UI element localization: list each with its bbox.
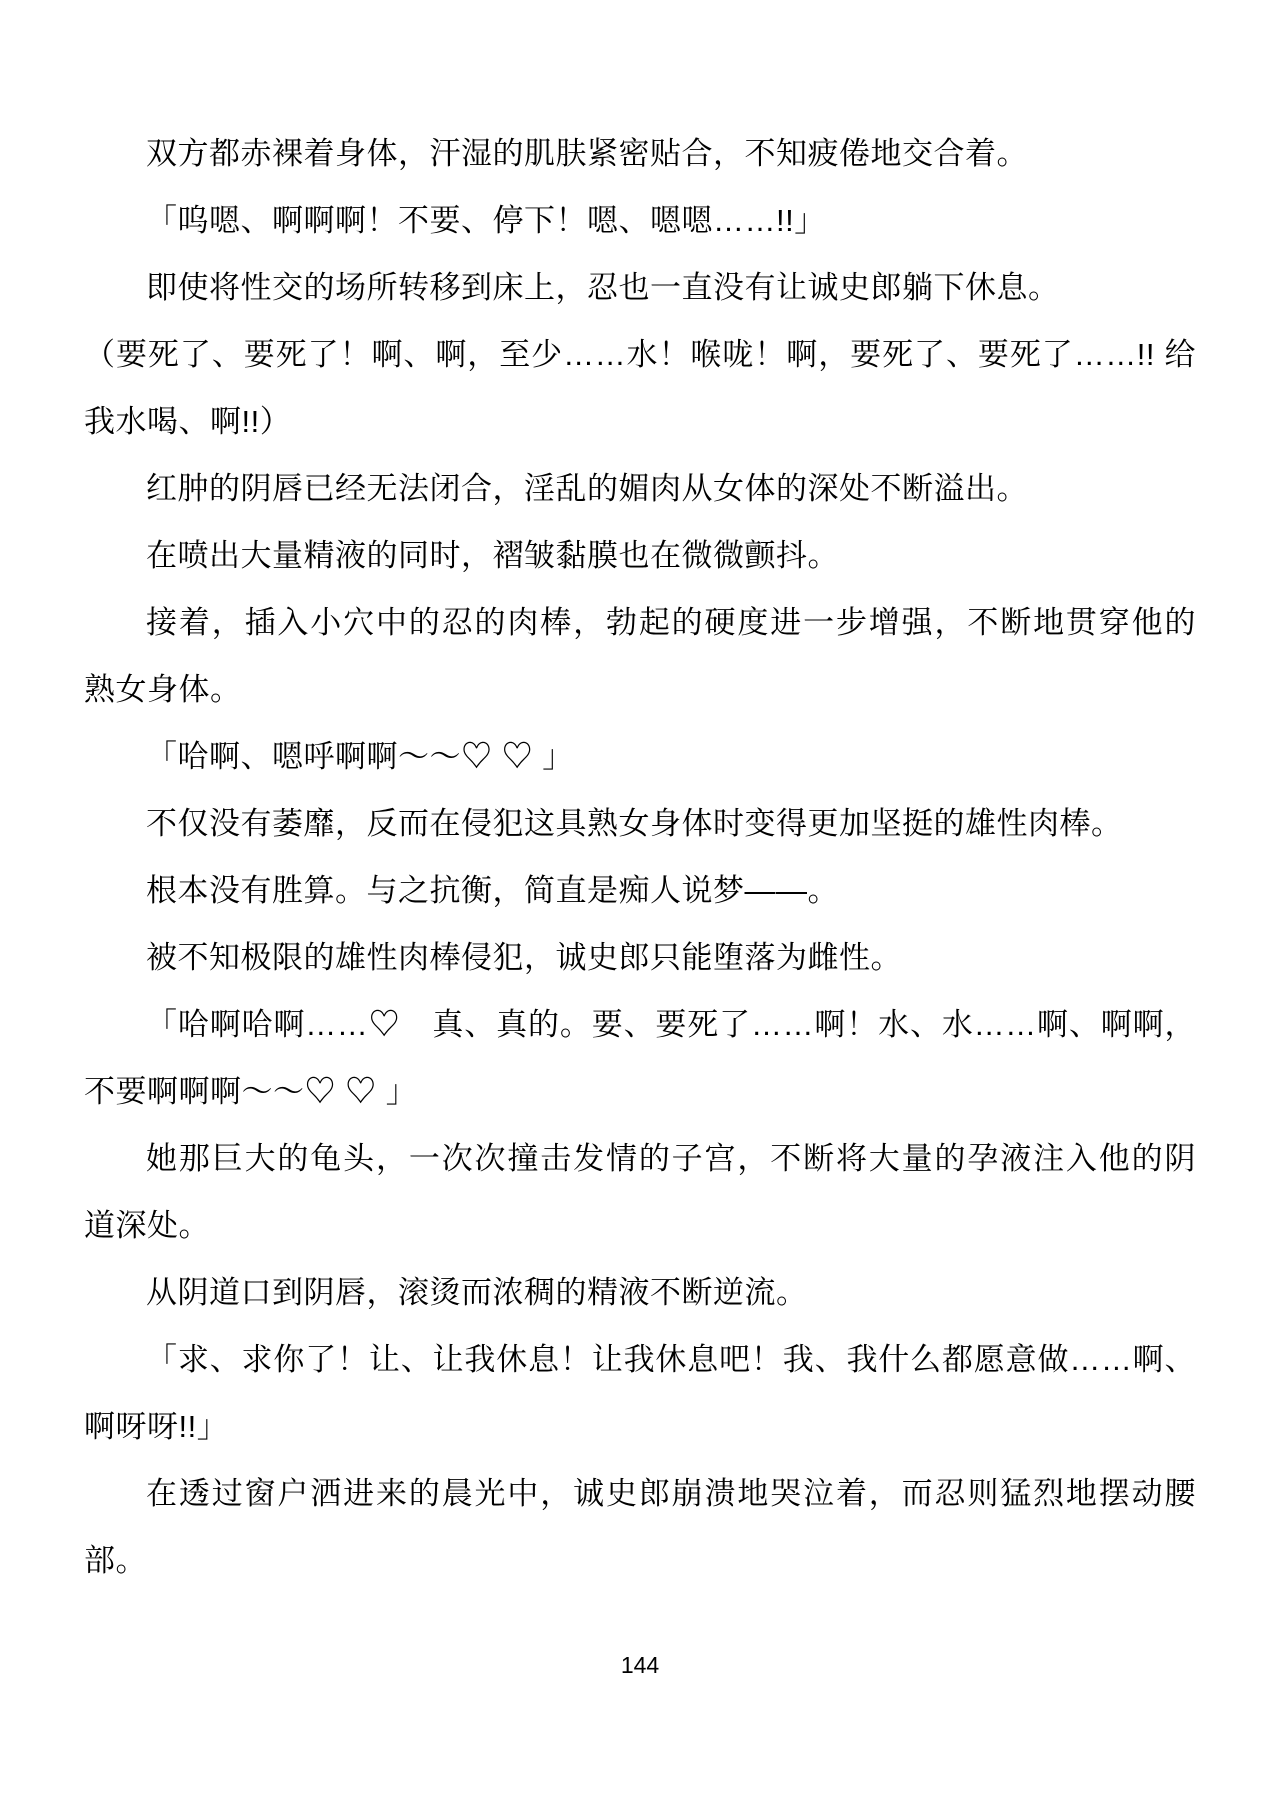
text-line: 双方都赤裸着身体，汗湿的肌肤紧密贴合，不知疲倦地交合着。 xyxy=(146,136,1028,171)
text-line: 在喷出大量精液的同时，褶皱黏膜也在微微颤抖。 xyxy=(146,538,839,573)
text-line: 「哈啊、嗯呼啊啊～～♡ ♡ 」 xyxy=(146,739,574,774)
text-line: 啊呀呀!!」 xyxy=(84,1409,229,1444)
text-line: 接着，插入小穴中的忍的肉棒，勃起的硬度进一步增强，不断地贯穿他的 xyxy=(146,605,1196,640)
page-body xyxy=(84,120,1196,1594)
text-line: 我水喝、啊!!） xyxy=(84,404,292,439)
text-line: 红肿的阴唇已经无法闭合，淫乱的媚肉从女体的深处不断溢出。 xyxy=(146,471,1028,506)
text-line: 被不知极限的雄性肉棒侵犯，诚史郎只能堕落为雌性。 xyxy=(146,940,902,975)
text-line: 熟女身体。 xyxy=(84,672,242,707)
text-line: 「求、求你了！让、让我休息！让我休息吧！我、我什么都愿意做……啊、 xyxy=(146,1342,1196,1377)
text-line: （要死了、要死了！啊、啊，至少……水！喉咙！啊，要死了、要死了……!! 给 xyxy=(84,337,1196,372)
text-line: 根本没有胜算。与之抗衡，简直是痴人说梦——。 xyxy=(146,873,839,908)
text-line: 即使将性交的场所转移到床上，忍也一直没有让诚史郎躺下休息。 xyxy=(146,270,1060,305)
text-line: 「呜嗯、啊啊啊！不要、停下！嗯、嗯嗯……!!」 xyxy=(146,203,826,238)
text-line: 部。 xyxy=(84,1543,147,1578)
text-line: 在透过窗户洒进来的晨光中，诚史郎崩溃地哭泣着，而忍则猛烈地摆动腰 xyxy=(146,1476,1196,1511)
text-line: 不仅没有萎靡，反而在侵犯这具熟女身体时变得更加坚挺的雄性肉棒。 xyxy=(146,806,1123,841)
text-line: 她那巨大的龟头，一次次撞击发情的子宫，不断将大量的孕液注入他的阴 xyxy=(146,1141,1196,1176)
text-line: 不要啊啊啊～～♡ ♡ 」 xyxy=(84,1074,418,1109)
page-number: 144 xyxy=(620,1652,660,1678)
text-line: 道深处。 xyxy=(84,1208,210,1243)
text-line: 「哈啊哈啊……♡ 真、真的。要、要死了……啊！水、水……啊、啊啊， xyxy=(146,1007,1196,1042)
text-line: 从阴道口到阴唇，滚烫而浓稠的精液不断逆流。 xyxy=(146,1275,808,1310)
